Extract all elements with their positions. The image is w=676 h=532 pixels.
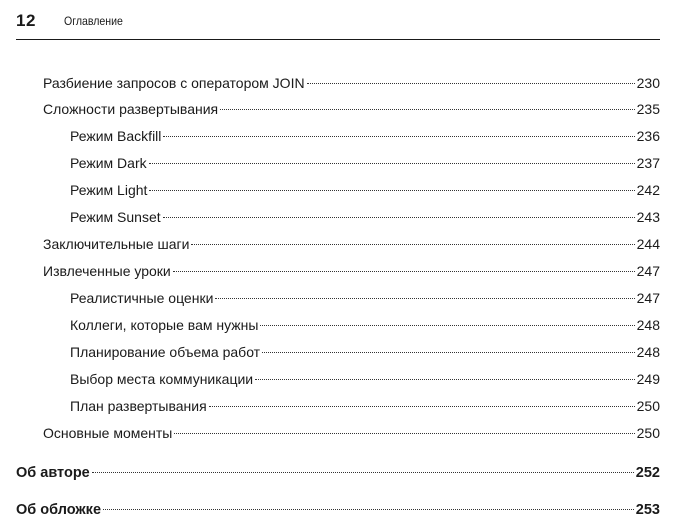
toc-entry[interactable] (70, 153, 660, 173)
toc-entry-page: 252 (635, 465, 660, 481)
toc-entry-title: Планирование объема работ (70, 344, 261, 360)
dot-leader (191, 243, 634, 245)
toc-entry-title: Основные моменты (43, 425, 173, 441)
toc-entry[interactable] (70, 315, 660, 335)
toc-entry-page: 250 (636, 398, 660, 414)
toc-entry[interactable] (70, 369, 660, 389)
toc-entry-title: Коллеги, которые вам нужны (70, 317, 259, 333)
toc-entry-page: 230 (636, 75, 660, 91)
toc-entry[interactable] (43, 234, 660, 254)
toc-entry[interactable] (43, 73, 660, 93)
dot-leader (103, 508, 634, 510)
toc-entry[interactable] (16, 463, 660, 483)
toc-entry-title: Извлеченные уроки (43, 263, 171, 279)
toc-entry[interactable] (70, 207, 660, 227)
toc-entry-title: Заключительные шаги (43, 236, 190, 252)
toc-entry-title: План развертывания (70, 398, 207, 414)
toc-entry-page: 248 (636, 317, 660, 333)
toc-entry-title: Реалистичные оценки (70, 290, 214, 306)
dot-leader (260, 324, 634, 326)
toc-entry[interactable] (70, 342, 660, 362)
toc-entry-page: 242 (636, 182, 660, 198)
toc-entry[interactable] (70, 396, 660, 416)
toc-entry[interactable] (16, 500, 660, 520)
toc-entry-page: 248 (636, 344, 660, 360)
toc-entry[interactable] (70, 288, 660, 308)
toc-entry-page: 235 (636, 101, 660, 117)
toc-entry[interactable] (70, 180, 660, 200)
toc-entry-page: 236 (636, 128, 660, 144)
dot-leader (307, 82, 635, 84)
toc-entry-title: Режим Sunset (70, 209, 161, 225)
toc-entry-page: 253 (635, 502, 660, 518)
toc-entry-title: Режим Dark (70, 155, 147, 171)
page-header (16, 4, 660, 38)
dot-leader (163, 216, 635, 218)
toc-entry-page: 249 (636, 371, 660, 387)
toc-entry-page: 247 (636, 263, 660, 279)
dot-leader (220, 108, 635, 110)
toc-entry[interactable] (43, 261, 660, 281)
dot-leader (92, 471, 634, 473)
toc-entry-title: Режим Light (70, 182, 148, 198)
header-divider (16, 39, 660, 40)
toc-entry[interactable] (70, 126, 660, 146)
toc-entry-page: 247 (636, 290, 660, 306)
toc-entry-title: Об обложке (16, 502, 102, 518)
toc-entry-title: Сложности развертывания (43, 101, 219, 117)
toc-entry-page: 250 (636, 425, 660, 441)
dot-leader (173, 270, 635, 272)
toc-entry-page: 244 (636, 236, 660, 252)
toc-entry-title: Разбиение запросов с оператором JOIN (43, 75, 305, 91)
toc-entry-title: Режим Backfill (70, 128, 162, 144)
toc-entry[interactable] (43, 99, 660, 119)
toc-entry-title: Об авторе (16, 465, 90, 481)
dot-leader (149, 162, 635, 164)
dot-leader (174, 432, 634, 434)
dot-leader (215, 297, 634, 299)
dot-leader (149, 189, 634, 191)
toc-entry[interactable] (43, 423, 660, 443)
toc-entry-title: Выбор места коммуникации (70, 371, 254, 387)
running-title: Оглавление (63, 14, 123, 28)
dot-leader (255, 378, 635, 380)
dot-leader (262, 351, 635, 353)
dot-leader (163, 135, 634, 137)
dot-leader (209, 405, 635, 407)
page-number: 12 (16, 11, 36, 30)
toc-entry-page: 243 (636, 209, 660, 225)
toc-entry-page: 237 (636, 155, 660, 171)
